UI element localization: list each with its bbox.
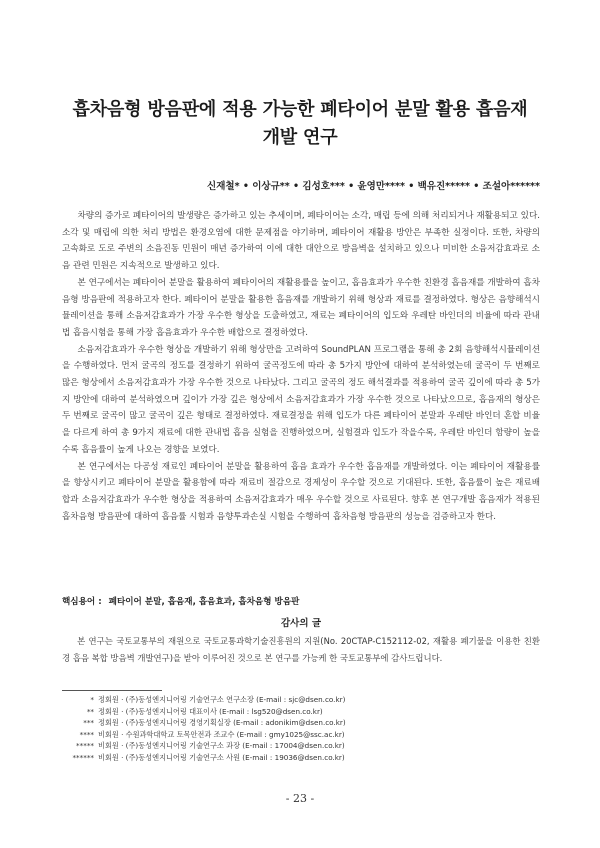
title-line-1: 흡차음형 방음판에 적용 가능한 폐타이어 분말 활용 흡음재 — [72, 99, 528, 120]
abstract-paragraph: 소음저감효과가 우수한 형상을 개발하기 위해 형상만을 고려하여 SoundPLAN 프로그램을 통해 총 2회 음향해석시뮬레이션을 수행하였다. 먼저 굴곡의 정도를 결정하기 위하여 굴곡정도에 따라 총 5가지 방안에 대하여 분석하였는데 굴곡이 두 번째로 많은 형상에서 소음저감효과가 가장 우수한 것으로 나타났다. 그리고 굴곡의 정도 해석결과를 적용하여 굴곡 깊이에 따라 총 5가지 방안에 대하여 분석하였으며 깊이가 가장 깊은 형상에서 소음저감효과가 가장 우수한 것으로 나타났으므로, 흡음재의 형상은 두 번째로 굴곡이 많고 굴곡이 깊은 형태로 결정하였다. 재료결정을 위해 입도가 다른 폐타이어 분말과 우레탄 바인더 혼합 비율을 다르게 하여 총 9가지 재료에 대한 관내법 흡음 실험을 진행하였으며, 실험결과 입도가 작을수록, 우레탄 바인더 함량이 높을수록 흡음률이 높게 나오는 경향을 보였다. — [62, 344, 540, 455]
abstract-paragraph: 본 연구에서는 폐타이어 분말을 활용하여 폐타이어의 재활용률을 높이고, 흡음효과가 우수한 친환경 흡음재를 개발하여 흡차음형 방음판에 적용하고자 한다. 폐타이어 분말을 활용한 흡음재를 개발하기 위해 형상과 재료를 결정하였다. 형상은 음향해석시뮬레이션을 통해 소음저감효과가 가장 우수한 형상을 도출하였고, 재료는 폐타이어의 입도와 우레탄 바인더의 비율에 따라 관내법 흡음시험을 통해 가장 흡음효과가 우수한 배합으로 결정하였다. — [62, 277, 540, 338]
footnote-divider — [62, 690, 162, 691]
author-list: 신재철* • 이상규** • 김성호*** • 윤영만**** • 백유진***** • 조설아****** — [207, 181, 540, 192]
keywords-label: 핵심용어 : — [62, 597, 102, 607]
footnote-text: 비회원 · 수원과학대학교 토목안전과 조교수 (E-mail : gmy1025@ssc.ac.kr) — [98, 729, 345, 739]
footnote-text: 정회원 · (주)동성엔지니어링 경영기획실장 (E-mail : adonikim@dsen.co.kr) — [98, 718, 346, 728]
abstract — [62, 208, 540, 525]
page-number: - 23 - — [285, 792, 315, 805]
footnote — [66, 706, 506, 718]
footnote-text: 비회원 · (주)동성엔지니어링 기술연구소 과장 (E-mail : 17004@dsen.co.kr) — [98, 741, 345, 751]
footnote — [66, 694, 506, 706]
footnote — [66, 729, 506, 741]
footnote-mark: **** — [79, 729, 94, 739]
keywords-text: 폐타이어 분말, 흡음재, 흡음효과, 흡차음형 방음판 — [108, 597, 300, 607]
footnote-mark: ***** — [76, 741, 94, 751]
paper-title — [40, 96, 560, 152]
keywords-line — [62, 595, 540, 607]
footnote-text: 정회원 · (주)동성엔지니어링 대표이사 (E-mail : lsg520@dsen.co.kr) — [98, 706, 323, 716]
footnote — [66, 717, 506, 729]
footnotes — [66, 694, 506, 764]
footnote — [66, 740, 506, 752]
footnote-mark: * — [90, 695, 94, 704]
footnote-text: 비회원 · (주)동성엔지니어링 기술연구소 사원 (E-mail : 19036@dsen.co.kr) — [98, 752, 345, 762]
abstract-paragraph: 본 연구에서는 다공성 재료인 폐타이어 분말을 활용하여 흡음 효과가 우수한 흡음재를 개발하였다. 이는 폐타이어 재활용률을 향상시키고 폐타이어 분말을 활용함에 따라 재료비 절감으로 경제성이 우수할 것으로 기대된다. 또한, 흡음률이 높은 재료배합과 소음저감효과가 우수한 형상을 적용하여 소음저감효과가 매우 우수할 것으로 사료된다. 향후 본 연구개발 흡음재가 적용된 흡차음형 방음판에 대하여 흡음률 시험과 음향투과손실 시험을 수행하여 흡차음형 방음판의 성능을 검증하고자 한다. — [62, 461, 540, 522]
footnote — [66, 752, 506, 764]
acknowledgement-body: 본 연구는 국토교통부의 재원으로 국토교통과학기술진흥원의 지원(No. 20CTAP-C152112-02, 재활용 폐기물을 이용한 친환경 흡음 복합 방음벽 개발연구)을 받아 이루어진 것으로 본 연구를 가능케 한 국토교통부에 감사드립니다. — [62, 636, 540, 663]
footnote-mark: ****** — [72, 752, 94, 762]
abstract-paragraph: 차량의 증가로 폐타이어의 발생량은 증가하고 있는 추세이며, 폐타이어는 소각, 매립 등에 의해 처리되거나 재활용되고 있다. 소각 및 매립에 의한 처리 방법은 환경오염에 대한 문제점을 야기하며, 폐타이어 재활용 방안은 부족한 실정이다. 또한, 차량의 고속화로 도로 주변의 소음진동 민원이 매년 증가하여 이에 대한 대안으로 방음벽을 설치하고 있으나 미비한 소음저감효과로 소음 관련 민원은 지속적으로 발생하고 있다. — [62, 211, 540, 272]
title-line-2: 개발 연구 — [262, 127, 338, 148]
footnote-mark: ** — [86, 706, 94, 716]
acknowledgement-heading: 감사의 글 — [280, 618, 321, 629]
footnote-text: 정회원 · (주)동성엔지니어링 기술연구소 연구소장 (E-mail : sjc@dsen.co.kr) — [98, 695, 346, 704]
footnote-mark: *** — [83, 718, 94, 728]
